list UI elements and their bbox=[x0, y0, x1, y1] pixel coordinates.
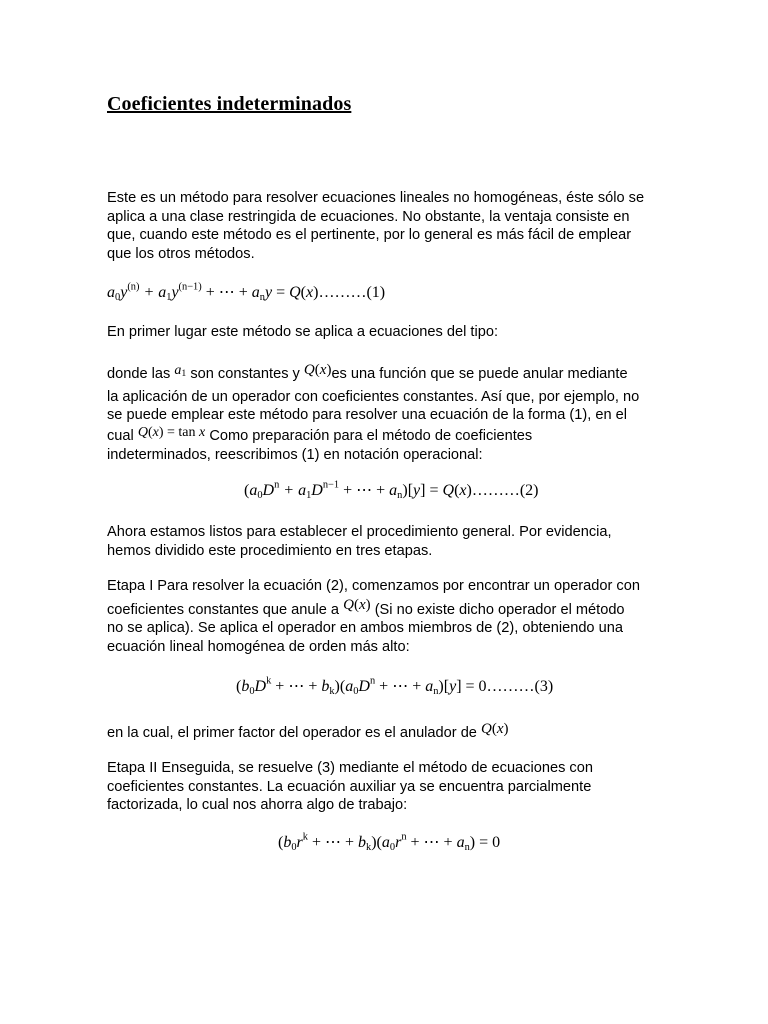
text-line bbox=[107, 596, 667, 620]
text-fragment: coeficientes constantes que anule a bbox=[107, 601, 340, 618]
text-fragment: cual bbox=[107, 427, 134, 444]
equation-3-label: (3) bbox=[534, 678, 554, 695]
text-line: que, cuando este método es el pertinente, por lo general es más fácil de emplear bbox=[107, 227, 632, 244]
constants-paragraph bbox=[107, 362, 667, 465]
inline-math-qx: Q(x) bbox=[343, 596, 371, 613]
text-line: aplica a una clase restringida de ecuaciones. No obstante, la ventaja consiste en bbox=[107, 208, 630, 225]
text-line: no se aplica). Se aplica el operador en ambos miembros de (2), obteniendo una bbox=[107, 620, 623, 637]
text-fragment: donde las bbox=[107, 366, 171, 382]
equation-3: ($b_0D^k$ + ⋯ + $b_k)(a_0D^n$ + ⋯ + $a_n)[y]$ = 0………(3) bbox=[236, 675, 554, 698]
procedure-paragraph bbox=[107, 523, 667, 560]
text-line bbox=[107, 362, 667, 388]
inline-math-a1: $a_1$ bbox=[174, 363, 187, 379]
inline-math-qx: Q(x) bbox=[481, 721, 509, 737]
intro-paragraph bbox=[107, 189, 667, 263]
text-line: Etapa II Enseguida, se resuelve (3) mediante el método de ecuaciones con bbox=[107, 760, 593, 776]
equation-1: $a_0y^{(n)} + a_1y^{(n-1)}$ + ⋯ + $a_ny$ = Q(x)………(1) bbox=[107, 281, 386, 304]
equation-2-label: (2) bbox=[519, 482, 539, 499]
text-line: que los otros métodos. bbox=[107, 245, 255, 262]
stage-1-paragraph bbox=[107, 577, 667, 656]
text-fragment: Como preparación para el método de coeficientes bbox=[209, 427, 533, 444]
text-line bbox=[107, 424, 667, 447]
type-paragraph bbox=[107, 323, 667, 342]
stage-2-paragraph bbox=[107, 759, 667, 815]
text-line: Ahora estamos listos para establecer el procedimiento general. Por evidencia, bbox=[107, 524, 612, 540]
text-fragment: en la cual, el primer factor del operador es el anulador de bbox=[107, 725, 477, 741]
annihilator-paragraph bbox=[107, 721, 667, 743]
equation-1-label: (1) bbox=[366, 284, 386, 301]
text-line: Este es un método para resolver ecuaciones lineales no homogéneas, éste sólo se bbox=[107, 190, 645, 206]
text-fragment: es una función que se puede anular mediante bbox=[331, 366, 628, 382]
auxiliary-equation: ($b_0r^k$ + ⋯ + $b_k)(a_0r^n$ + ⋯ + $a_n) = 0$ bbox=[278, 831, 501, 854]
text-line: hemos dividido este procedimiento en tres etapas. bbox=[107, 542, 433, 559]
text-line: la aplicación de un operador con coeficientes constantes. Así que, por ejemplo, no bbox=[107, 388, 640, 405]
text-line: coeficientes constantes. La ecuación auxiliar ya se encuentra parcialmente bbox=[107, 778, 592, 795]
text-fragment: (Si no existe dicho operador el método bbox=[374, 601, 625, 618]
page-title: Coeficientes indeterminados bbox=[107, 93, 352, 115]
text-line: En primer lugar este método se aplica a ecuaciones del tipo: bbox=[107, 324, 499, 340]
text-line: se puede emplear este método para resolver una ecuación de la forma (1), en el bbox=[107, 407, 628, 424]
inline-math-tan: Q(x) = tan x bbox=[137, 424, 206, 440]
text-line bbox=[107, 721, 667, 743]
text-line: Etapa I Para resolver la ecuación (2), comenzamos por encontrar un operador con bbox=[107, 578, 640, 594]
inline-math-qx: Q(x) bbox=[303, 362, 332, 378]
text-fragment: son constantes y bbox=[190, 366, 300, 382]
equation-2: ($a_0D^n + a_1D^{n-1}$ + ⋯ + $a_n)[y]$ = Q(x)………(2) bbox=[244, 479, 539, 502]
text-line: ecuación lineal homogénea de orden más alto: bbox=[107, 638, 410, 655]
text-line: indeterminados, reescribimos (1) en notación operacional: bbox=[107, 447, 483, 464]
text-line: factorizada, lo cual nos ahorra algo de trabajo: bbox=[107, 797, 408, 814]
